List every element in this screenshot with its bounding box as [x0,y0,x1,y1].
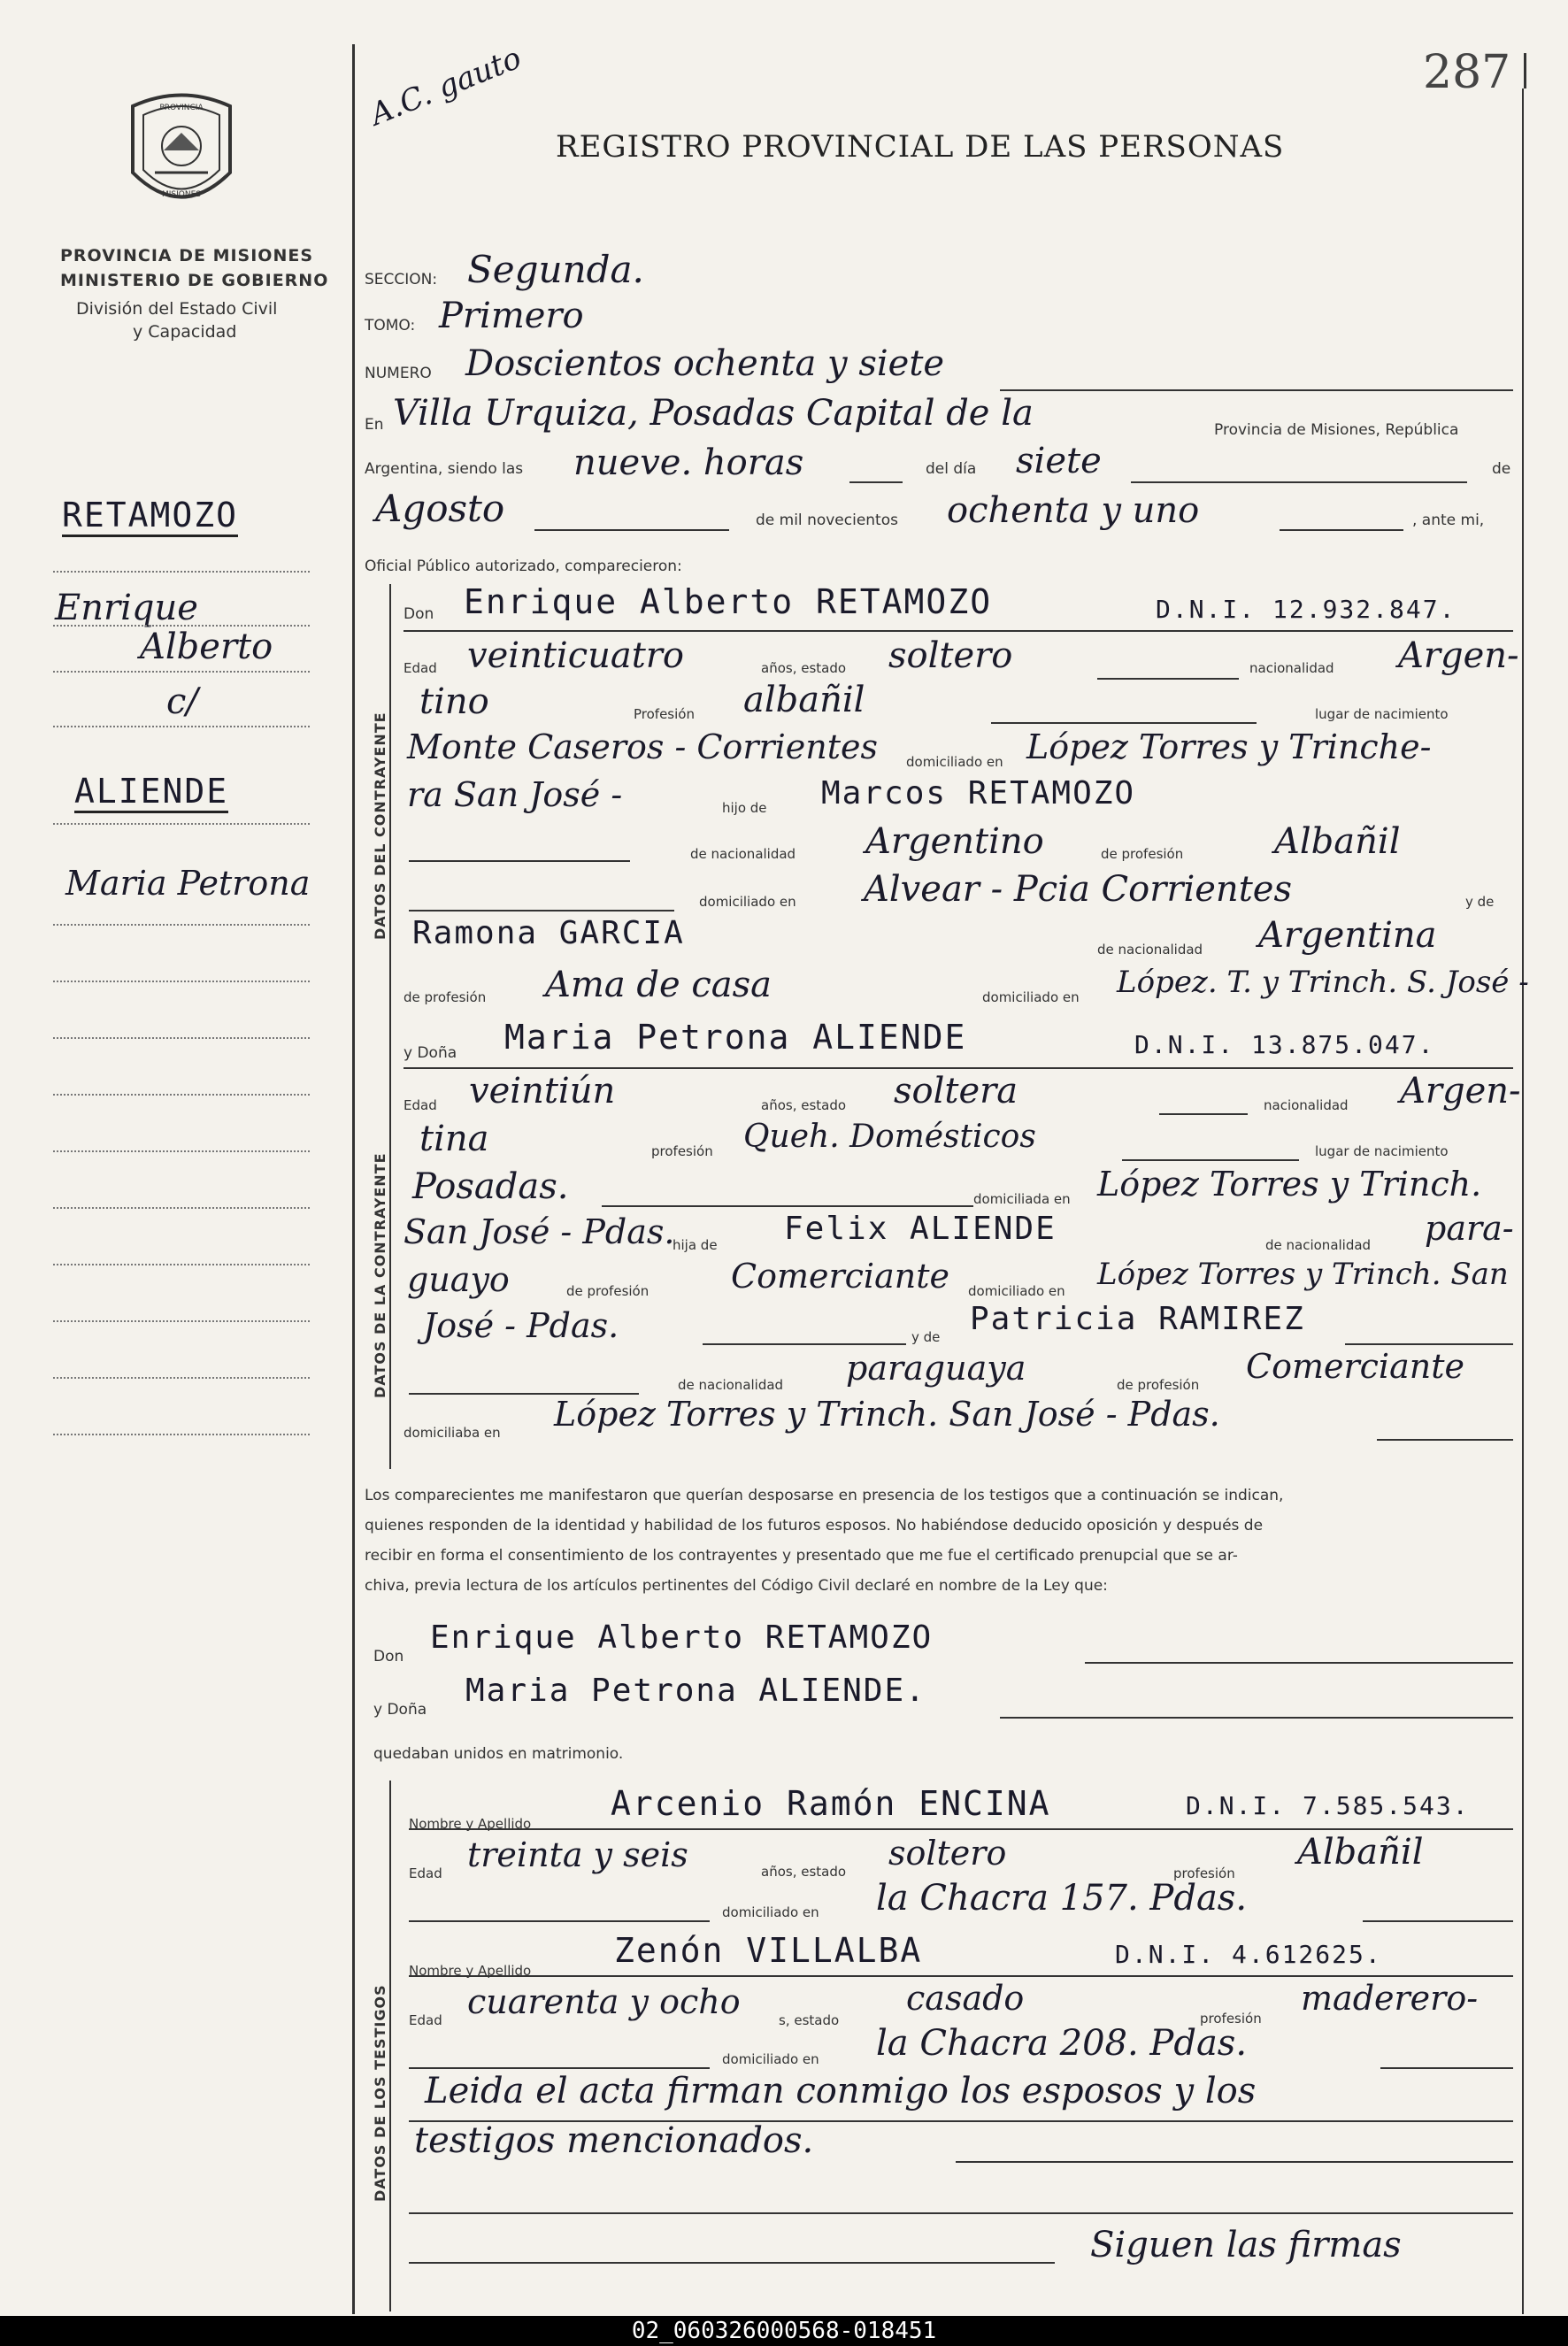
seccion-label: SECCION: [365,271,438,288]
right-edge-rule [1522,88,1524,2314]
margin-surname-groom: RETAMOZO [62,496,238,537]
bride-dom-label: domiciliada en [973,1191,1071,1207]
bride-mother-dom: López Torres y Trinch. San José - Pdas. [554,1395,1220,1434]
w1-dom-line [409,1920,710,1922]
groom-prof-line [991,722,1257,724]
handwritten-annotation: A.C. gauto [365,40,527,134]
ante-label: , ante mi, [1412,512,1485,529]
w1-prof-label: profesión [1173,1865,1235,1881]
place-suffix: Provincia de Misiones, República [1214,421,1459,439]
bride-name: Maria Petrona ALIENDE [504,1018,967,1057]
w2-dom-end-line [1380,2067,1513,2069]
declaration-dona-label: y Doña [373,1701,427,1719]
groom-section-label: DATOS DEL CONTRAYENTE [372,711,388,940]
margin-dotted-line [53,726,310,727]
witness-bracket [389,1781,391,2311]
org-ministry: MINISTERIO DE GOBIERNO [60,271,329,290]
groom-mother-prof: Ama de casa [545,965,772,1005]
groom-father-dom-line [409,910,674,911]
blank-line-short [409,2262,1055,2264]
margin-dotted-line [53,571,310,573]
bride-father-nac-a: para- [1425,1209,1514,1248]
closing-line-2-rule [956,2161,1513,2163]
bride-hija-label: hija de [673,1237,718,1253]
w2-age: cuarenta y ocho [467,1982,741,2021]
don-label: Don [404,605,434,623]
groom-mother-nac-label: de nacionalidad [1097,942,1203,958]
margin-dotted-line [53,1150,310,1152]
groom-birthplace: Monte Caseros - Corrientes [407,727,879,766]
margin-dotted-line [53,671,310,673]
groom-father-nac: Argentino [865,821,1044,862]
declaration-groom-line [1085,1662,1513,1664]
seccion-value: Segunda. [467,248,644,291]
margin-connector: c/ [166,681,198,722]
bride-name-line [404,1067,1513,1069]
bride-mother-nac: paraguaya [846,1349,1026,1388]
margin-dotted-line [53,1320,310,1322]
day-fill-line [1131,481,1467,483]
bride-mother: Patricia RAMIREZ [970,1301,1305,1337]
margin-given-groom-first: Enrique [55,588,198,628]
bride-y-de-label: y de [911,1329,941,1345]
page-number: 287 [1423,46,1511,99]
bride-estado: soltera [894,1071,1018,1111]
bride-father: Felix ALIENDE [784,1211,1057,1247]
w1-name-label: Nombre y Apellido [409,1816,532,1832]
groom-name: Enrique Alberto RETAMOZO [464,582,993,621]
groom-lugar-label: lugar de nacimiento [1315,706,1449,722]
w1-age: treinta y seis [467,1835,688,1874]
org-capacity: y Capacidad [133,322,237,342]
bride-father-dom-label: domiciliado en [968,1283,1065,1299]
groom-dni: D.N.I. 12.932.847. [1156,595,1457,624]
bride-nac-label: nacionalidad [1264,1097,1349,1113]
groom-father-prof: Albañil [1274,821,1401,862]
numero-label: NUMERO [365,365,432,382]
bride-father-nac-label: de nacionalidad [1265,1237,1372,1253]
bride-prof-line [1122,1159,1299,1161]
w2-dom-label: domiciliado en [722,2051,819,2067]
bride-father-dom-a: López Torres y Trinch. San [1097,1257,1509,1292]
groom-y-de-label: y de [1465,894,1495,910]
margin-dotted-line [53,1434,310,1435]
margin-dotted-line [53,1037,310,1039]
bride-domicile: López Torres y Trinch. [1097,1165,1482,1204]
groom-father-prof-label: de profesión [1101,846,1184,862]
w2-dom-line [409,2067,710,2069]
bride-profession: Queh. Domésticos [743,1119,1036,1155]
document-id: 02_060326000568-018451 [631,2318,937,2344]
groom-nac-label: nacionalidad [1249,660,1334,676]
declaration-don-label: Don [373,1648,404,1665]
groom-domicile-b: ra San José - [407,775,623,814]
margin-dotted-line [53,1264,310,1265]
w2-name-label: Nombre y Apellido [409,1963,532,1979]
groom-father-dom-label: domiciliado en [699,894,796,910]
w2-edad-label: Edad [409,2012,442,2028]
w2-dni: D.N.I. 4.612625. [1115,1940,1382,1969]
declaration-line-4: chiva, previa lectura de los artículos pertinentes del Código Civil declaré en nombre de la Ley que: [365,1577,1108,1595]
en-label: En [365,416,384,434]
margin-dotted-line [53,1094,310,1096]
bride-father-nac-b: guayo [407,1260,510,1299]
margin-dotted-line [53,1377,310,1379]
margin-given-groom-second: Alberto [140,627,273,667]
w2-prof: maderero- [1301,1979,1479,2018]
groom-estado: soltero [888,635,1013,676]
closing-line-2: testigos mencionados. [414,2120,814,2161]
w2-prof-label: profesión [1200,2011,1262,2027]
year-fill-line [1280,529,1403,531]
w1-estado: soltero [888,1834,1007,1873]
groom-father-nac-label: de nacionalidad [690,846,796,862]
bride-mother-prof: Comerciante [1246,1347,1464,1386]
bride-birth-line [602,1205,973,1207]
margin-dotted-line [53,823,310,825]
margin-surname-bride: ALIENDE [74,772,228,813]
hour-value: nueve. horas [573,442,804,483]
month-value: Agosto [375,487,505,530]
witness-section-label: DATOS DE LOS TESTIGOS [372,1984,388,2202]
groom-estado-line [1097,678,1239,680]
bride-dni: D.N.I. 13.875.047. [1134,1030,1435,1059]
groom-edad-label: Edad [404,660,437,676]
place-value: Villa Urquiza, Posadas Capital de la [393,393,1034,434]
month-fill-line [534,529,729,531]
margin-given-bride: Maria Petrona [65,864,311,903]
groom-nac-a: Argen- [1398,635,1519,676]
bride-lugar-label: lugar de nacimiento [1315,1143,1449,1159]
w2-anos-label: s, estado [779,2012,840,2028]
dona-label: y Doña [404,1044,457,1062]
w2-dom: la Chacra 208. Pdas. [876,2023,1248,2064]
provincial-seal [124,88,239,221]
w2-name-line [409,1975,1513,1977]
bride-mother-line [1345,1343,1513,1345]
bride-mother-prof-label: de profesión [1117,1377,1200,1393]
argentina-label: Argentina, siendo las [365,460,524,478]
bride-edad-label: Edad [404,1097,437,1113]
bride-father-prof: Comerciante [731,1257,949,1296]
bride-nac-a: Argen- [1400,1071,1521,1111]
oficial-label: Oficial Público autorizado, comparecieron: [365,558,682,575]
margin-rule [352,44,355,2314]
w1-name: Arcenio Ramón ENCINA [611,1784,1051,1823]
bride-father-prof-label: de profesión [566,1283,649,1299]
groom-nac-b: tino [419,681,489,722]
bride-section-label: DATOS DE LA CONTRAYENTE [372,1152,388,1398]
declaration-closing: quedaban unidos en matrimonio. [373,1745,624,1763]
w1-anos-label: años, estado [761,1864,847,1880]
mil-label: de mil novecientos [756,512,898,529]
w1-dom-end-line [1363,1920,1513,1922]
del-dia-label: del día [926,460,977,478]
declaration-line-1: Los comparecientes me manifestaron que querían desposarse en presencia de los testigos que a continuación se indican, [365,1487,1284,1504]
w2-estado: casado [906,1979,1025,2018]
section-bracket [389,584,391,1469]
groom-mother-prof-label: de profesión [404,989,487,1005]
numero-fill-line [1000,389,1513,391]
registry-title: REGISTRO PROVINCIAL DE LAS PERSONAS [556,129,1285,165]
bride-birthplace: Posadas. [412,1166,569,1207]
declaration-line-2: quienes responden de la identidad y habilidad de los futuros esposos. No habiéndose deducido oposición y después de [365,1517,1264,1535]
groom-mother-nac: Argentina [1258,915,1437,956]
declaration-bride: Maria Petrona ALIENDE. [465,1673,926,1709]
bride-estado-line [1159,1113,1248,1115]
numero-value: Doscientos ochenta y siete [465,343,945,384]
w1-dom: la Chacra 157. Pdas. [876,1878,1248,1919]
w1-name-line [409,1828,1513,1830]
declaration-bride-line [1000,1717,1513,1719]
w1-dom-label: domiciliado en [722,1904,819,1920]
declaration-groom: Enrique Alberto RETAMOZO [430,1619,934,1656]
groom-anos-label: años, estado [761,660,847,676]
follow-signatures: Siguen las firmas [1090,2225,1402,2265]
groom-age: veinticuatro [467,635,684,676]
w2-name: Zenón VILLALBA [614,1931,923,1970]
bride-age: veintiún [469,1071,616,1111]
margin-dotted-line [53,1207,310,1209]
org-province: PROVINCIA DE MISIONES [60,246,314,265]
bride-nac-b: tina [419,1119,489,1159]
bride-mother-nac-label: de nacionalidad [678,1377,784,1393]
groom-hijo-label: hijo de [722,800,767,816]
year-value: ochenta y uno [947,490,1200,531]
w1-dni: D.N.I. 7.585.543. [1186,1791,1470,1820]
seal-icon [124,88,239,221]
w1-edad-label: Edad [409,1865,442,1881]
groom-profession: albañil [743,680,865,720]
org-division: División del Estado Civil [76,299,278,319]
tomo-value: Primero [439,296,584,336]
groom-dom-label: domiciliado en [906,754,1003,770]
groom-domicile-a: López Torres y Trinche- [1026,727,1432,766]
margin-dotted-line [53,924,310,926]
page-number-mark [1524,53,1526,88]
bride-prof-label: profesión [651,1143,713,1159]
groom-father-dom: Alvear - Pcia Corrientes [864,869,1292,910]
de-label: de [1492,460,1511,478]
declaration-line-3: recibir en forma el consentimiento de los contrayentes y presentado que me fue el certificado prenupcial que se ar- [365,1547,1238,1565]
tomo-label: TOMO: [365,317,416,335]
bride-father-dom-b: José - Pdas. [423,1306,619,1345]
groom-father-nac-line [409,860,630,862]
groom-prof-label: Profesión [634,706,695,722]
groom-father: Marcos RETAMOZO [821,775,1136,811]
groom-name-line [404,630,1513,632]
bride-domicile-b: San José - Pdas. [404,1212,675,1251]
groom-mother-dom: López. T. y Trinch. S. José - [1117,965,1529,1000]
margin-dotted-line [53,981,310,982]
groom-mother: Ramona GARCIA [412,915,685,951]
closing-line-1: Leida el acta firman conmigo los esposos y los [425,2071,1257,2111]
groom-mother-dom-label: domiciliado en [982,989,1080,1005]
bride-mother-dom-line [1377,1439,1513,1441]
bride-father-dom-line [703,1343,906,1345]
w1-prof: Albañil [1297,1832,1424,1873]
seal-text-bottom: MISIONES [161,190,202,199]
blank-line [409,2212,1513,2214]
seal-text-top: PROVINCIA [159,104,204,112]
day-value: siete [1016,441,1102,481]
bride-anos-label: años, estado [761,1097,847,1113]
hour-fill-line [849,481,903,483]
bride-mother-dom-label: domiciliaba en [404,1425,501,1441]
